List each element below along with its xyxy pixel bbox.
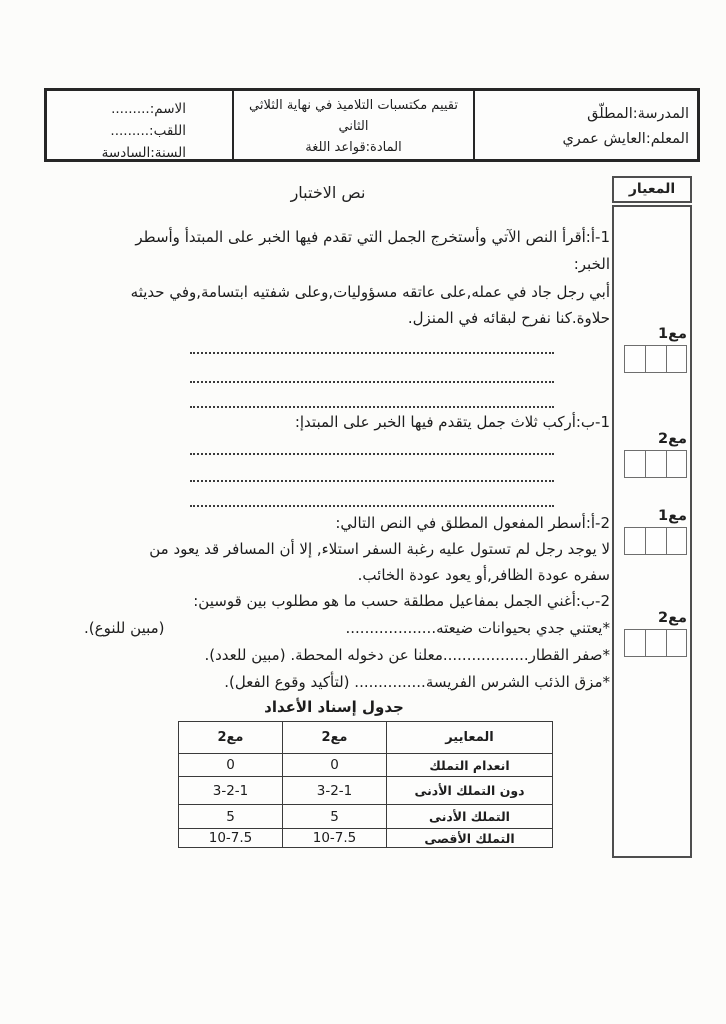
score-boxes-1 <box>617 345 687 373</box>
question-1a-line1: 1-أ:أقرأ النص الآتي وأستخرج الجمل التي تقدم فيها الخبر على المبتدأ وأسطر <box>135 228 610 246</box>
answer-dotted-line <box>190 381 554 383</box>
fill-in-item-2: *صفر القطار..................معلنا عن دخوله المحطة. (مبين للعدد). <box>204 646 610 664</box>
criteria-label-2: مع2 <box>658 431 687 447</box>
score-table-header-row <box>179 722 553 754</box>
exam-description-line2: الثاني <box>338 119 369 134</box>
score-box <box>665 345 687 373</box>
row-value: 5 <box>179 805 283 829</box>
score-box <box>624 629 646 657</box>
score-boxes-4 <box>617 629 687 657</box>
score-boxes-2 <box>617 450 687 478</box>
student-first-name-field: الاسم:......... <box>111 101 186 117</box>
row-label: التملك الأقصى <box>387 829 553 848</box>
passage-2-line2: سفره عودة الظافر,أو يعود عودة الخائب. <box>357 566 610 584</box>
answer-dotted-line <box>190 453 554 455</box>
criteria-group-3 <box>617 507 687 555</box>
row-value: 5 <box>283 805 387 829</box>
score-boxes-3 <box>617 527 687 555</box>
score-box <box>665 629 687 657</box>
table-row <box>179 754 553 777</box>
table-row <box>179 805 553 829</box>
row-value: 3-2-1 <box>179 777 283 805</box>
score-box <box>645 450 667 478</box>
row-label: دون التملك الأدنى <box>387 777 553 805</box>
row-value: 10-7.5 <box>283 829 387 848</box>
answer-dotted-line <box>190 406 554 408</box>
student-last-name-field: اللقب:......... <box>110 123 186 139</box>
fill-in-item-1-hint: (مبين للنوع). <box>84 619 165 637</box>
criteria-column-header: المعيار <box>612 176 692 203</box>
fill-in-item-1 <box>58 616 610 640</box>
fill-in-item-1-text: *يعتني جدي بحيوانات ضيعته................... <box>345 619 610 637</box>
criteria-column <box>612 176 692 858</box>
passage-1-line2: حلاوة.كنا نفرح لبقائه في المنزل. <box>407 309 610 327</box>
row-value: 10-7.5 <box>179 829 283 848</box>
row-value: 3-2-1 <box>283 777 387 805</box>
question-1a-line2: الخبر: <box>573 255 610 273</box>
score-table-header-col1: مع2 <box>283 722 387 754</box>
criteria-label-4: مع2 <box>658 610 687 626</box>
criteria-group-2 <box>617 430 687 478</box>
question-2b: 2-ب:أغني الجمل بمفاعيل مطلقة حسب ما هو مطلوب بين قوسين: <box>193 592 610 610</box>
row-value: 0 <box>283 754 387 777</box>
page-title: نص الاختبار <box>290 183 366 202</box>
table-row <box>179 829 553 848</box>
student-grade: السنة:السادسة <box>101 145 186 159</box>
exam-description-line1: تقييم مكتسبات التلاميذ في نهاية الثلاثي <box>248 98 458 113</box>
question-2a: 2-أ:أسطر المفعول المطلق في النص التالي: <box>335 514 610 532</box>
criteria-label-1: مع1 <box>658 326 687 342</box>
score-table-header-criteria: المعايير <box>387 722 553 754</box>
score-table-header-col2: مع2 <box>179 722 283 754</box>
answer-dotted-line <box>190 480 554 482</box>
exam-body <box>58 0 610 1024</box>
score-table <box>178 721 553 848</box>
passage-2-line1: لا يوجد رجل لم تستول عليه رغبة السفر استلاء, إلا أن المسافر قد يعود من <box>149 540 610 558</box>
answer-dotted-line <box>190 352 554 354</box>
teacher-name: المعلم:العايش عمري <box>562 131 689 147</box>
score-box <box>645 345 667 373</box>
criteria-group-1 <box>617 325 687 373</box>
score-box <box>665 527 687 555</box>
passage-1-line1: أبي رجل جاد في عمله,على عاتقه مسؤوليات,وعلى شفتيه ابتسامة,وفي حديثه <box>130 283 610 301</box>
score-table-title: جدول إسناد الأعداد <box>264 698 404 716</box>
question-1b: 1-ب:أركب ثلاث جمل يتقدم فيها الخبر على المبتدإ: <box>294 413 610 431</box>
answer-dotted-line <box>190 505 554 507</box>
score-box <box>665 450 687 478</box>
score-box <box>624 345 646 373</box>
row-value: 0 <box>179 754 283 777</box>
score-box <box>645 629 667 657</box>
score-box <box>624 527 646 555</box>
fill-in-item-3: *مزق الذئب الشرس الفريسة............... (لتأكيد وقوع الفعل). <box>224 673 610 691</box>
school-name: المدرسة:المطلّق <box>587 106 689 122</box>
exam-subject: المادة:قواعد اللغة <box>305 140 402 155</box>
criteria-column-body <box>612 205 692 858</box>
row-label: انعدام التملك <box>387 754 553 777</box>
criteria-label-3: مع1 <box>658 508 687 524</box>
table-row <box>179 777 553 805</box>
row-label: التملك الأدنى <box>387 805 553 829</box>
criteria-group-4 <box>617 609 687 657</box>
score-box <box>645 527 667 555</box>
score-box <box>624 450 646 478</box>
